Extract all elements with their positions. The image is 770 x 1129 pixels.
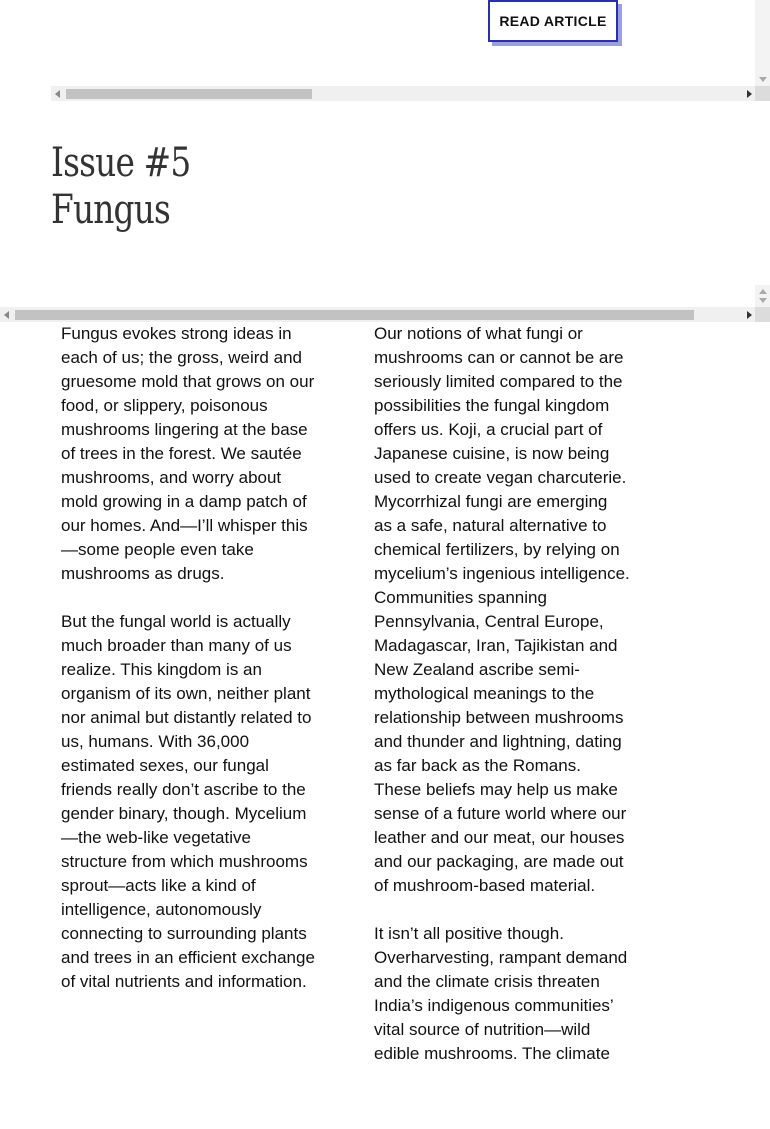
article-paragraph: Fungus evokes strong ideas in each of us; the gross, weird and gruesome mold that grows on our food, or slippery, poisonous mushrooms lingering at the base of trees in the forest. We sautée mushrooms, and worry about mold growing in a damp patch of our homes. And—I’ll whisper this—some people even take mushrooms as drugs. <box>61 324 315 583</box>
top-pane-scroll-thumb[interactable] <box>66 89 312 99</box>
article-scroll-thumb[interactable] <box>15 310 694 320</box>
article-horizontal-scrollbar[interactable] <box>0 307 770 322</box>
scroll-up-arrow-icon[interactable] <box>759 289 767 294</box>
article-paragraph: It isn’t all positive though. Overharvesting, rampant demand and the climate crisis threaten India’s indigenous communities’ vital source of nutrition—wild edible mushrooms. The climate <box>374 924 628 1063</box>
issue-name: Fungus <box>51 187 171 233</box>
article-column-right <box>374 322 630 1090</box>
top-pane-horizontal-scrollbar[interactable] <box>51 86 770 101</box>
scroll-right-arrow-icon[interactable] <box>747 311 752 319</box>
scroll-left-arrow-icon[interactable] <box>55 90 60 98</box>
article-vertical-scrollbar[interactable] <box>755 285 770 307</box>
issue-number: Issue #5 <box>51 140 191 186</box>
scrollbar-corner <box>755 307 770 322</box>
issue-heading <box>51 140 221 234</box>
scroll-right-arrow-icon[interactable] <box>747 90 752 98</box>
scrollbar-corner <box>755 86 770 101</box>
article-paragraph: But the fungal world is actually much broader than many of us realize. This kingdom is an organism of its own, neither plant nor animal but distantly related to us, humans. With 36,000 estimated sexes, our fungal friends really don’t ascribe to the gender binary, though. Mycelium—the web-like vegetative structure from which mushrooms sprout—acts like a kind of intelligence, autonomously connecting to surrounding plants and trees in an efficient exchange of vital nutrients and information. <box>61 612 315 991</box>
scroll-down-arrow-icon[interactable] <box>759 298 767 303</box>
top-pane-vertical-scrollbar[interactable] <box>755 0 770 86</box>
scroll-down-arrow-icon[interactable] <box>759 77 767 82</box>
scroll-left-arrow-icon[interactable] <box>4 311 9 319</box>
read-article-button[interactable]: READ ARTICLE <box>488 0 618 42</box>
article-paragraph: Our notions of what fungi or mushrooms can or cannot be are seriously limited compared to the possibilities the fungal kingdom offers us. Koji, a crucial part of Japanese cuisine, is now being used to create vegan charcuterie. Mycorrhizal fungi are emerging as a safe, natural alternative to chemical fertilizers, by relying on mycelium’s ingenious intelligence. Communities spanning Pennsylvania, Central Europe, Madagascar, Iran, Tajikistan and New Zealand ascribe semi-mythological meanings to the relationship between mushrooms and thunder and lightning, dating as far back as the Romans. These beliefs may help us make sense of a future world where our leather and our meat, our houses and our packaging, are made out of mushroom-based material. <box>374 324 630 895</box>
article-column-left <box>61 322 319 1018</box>
